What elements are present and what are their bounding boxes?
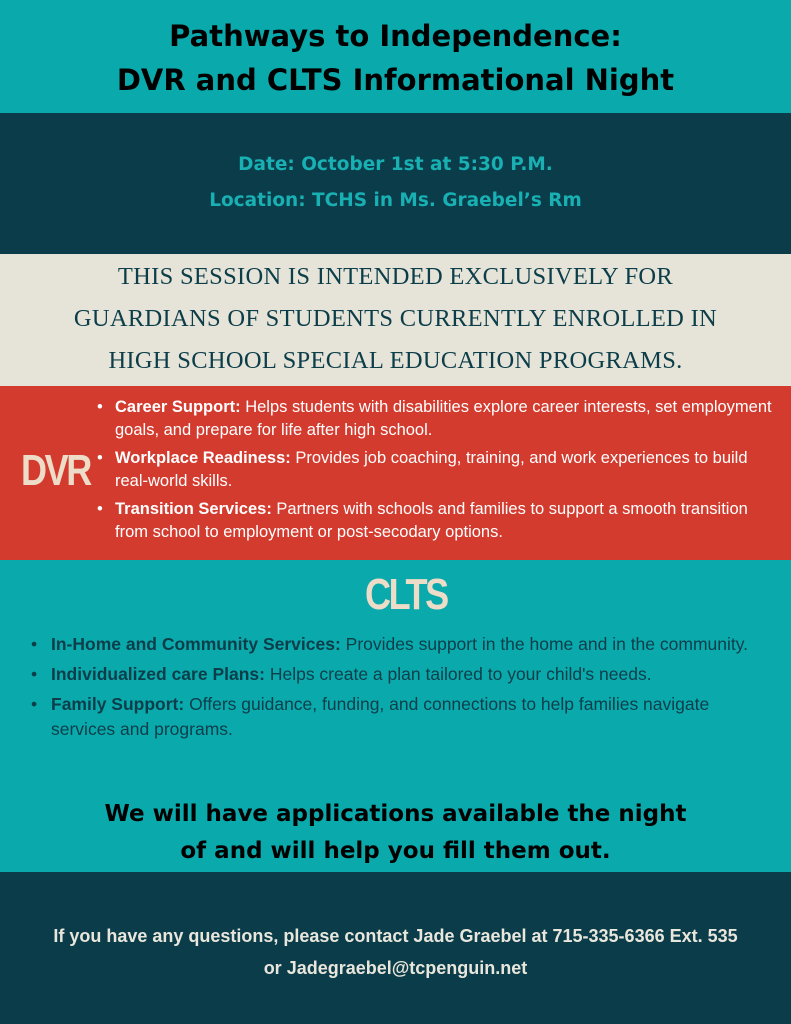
list-item <box>28 692 773 742</box>
notice-line-1: THIS SESSION IS INTENDED EXCLUSIVELY FOR <box>117 263 674 290</box>
dvr-heading: DVR <box>21 446 90 495</box>
item-description: Helps students with disabilities explore career interests, set employment goals, and prepare for life after high school. <box>115 398 772 439</box>
list-item <box>94 498 784 544</box>
item-description: Helps create a plan tailored to your child's needs. <box>264 664 652 684</box>
event-info-section <box>0 113 791 254</box>
list-item <box>94 396 784 442</box>
clts-list <box>28 632 773 747</box>
notice-line-3: HIGH SCHOOL SPECIAL EDUCATION PROGRAMS. <box>108 347 683 374</box>
bullet-icon: • <box>31 634 38 654</box>
title-banner <box>0 0 791 113</box>
clts-section <box>0 560 791 872</box>
title-line-1: Pathways to Independence: <box>169 19 622 53</box>
item-term: Individualized care Plans: <box>51 664 265 684</box>
applications-note-line-1: We will have applications available the night <box>104 801 687 827</box>
bullet-icon: • <box>97 449 103 467</box>
bullet-icon: • <box>97 500 103 518</box>
applications-note <box>0 796 791 870</box>
list-item <box>94 447 784 493</box>
contact-email-line: or Jadegraebel@tcpenguin.net <box>263 958 528 978</box>
item-description: Provides job coaching, training, and work experiences to build real-world skills. <box>115 449 748 490</box>
dvr-section <box>0 386 791 560</box>
list-item <box>28 632 773 657</box>
notice-line-2: GUARDIANS OF STUDENTS CURRENTLY ENROLLED IN <box>73 305 718 332</box>
item-term: In-Home and Community Services: <box>51 634 341 654</box>
bullet-icon: • <box>97 398 103 416</box>
item-description: Offers guidance, funding, and connections to help families navigate services and programs. <box>51 694 710 739</box>
dvr-list <box>94 396 784 549</box>
clts-heading: CLTS <box>365 570 447 619</box>
bullet-icon: • <box>31 694 38 714</box>
title-line-2: DVR and CLTS Informational Night <box>116 63 675 97</box>
item-term: Family Support: <box>51 694 185 714</box>
bullet-icon: • <box>31 664 38 684</box>
event-location: Location: TCHS in Ms. Graebel’s Rm <box>209 190 582 211</box>
item-description: Provides support in the home and in the community. <box>340 634 749 654</box>
audience-notice <box>0 254 791 386</box>
item-term: Career Support: <box>115 398 241 416</box>
item-term: Workplace Readiness: <box>115 449 291 467</box>
item-description: Partners with schools and families to support a smooth transition from school to employment or post-secodary options. <box>115 500 748 541</box>
event-date: Date: October 1st at 5:30 P.M. <box>238 154 553 175</box>
list-item <box>28 662 773 687</box>
item-term: Transition Services: <box>115 500 272 518</box>
contact-line-1: If you have any questions, please contact Jade Graebel at 715-335-6366 Ext. 535 <box>53 926 738 946</box>
contact-section <box>0 872 791 1024</box>
applications-note-line-2: of and will help you fill them out. <box>180 838 611 864</box>
